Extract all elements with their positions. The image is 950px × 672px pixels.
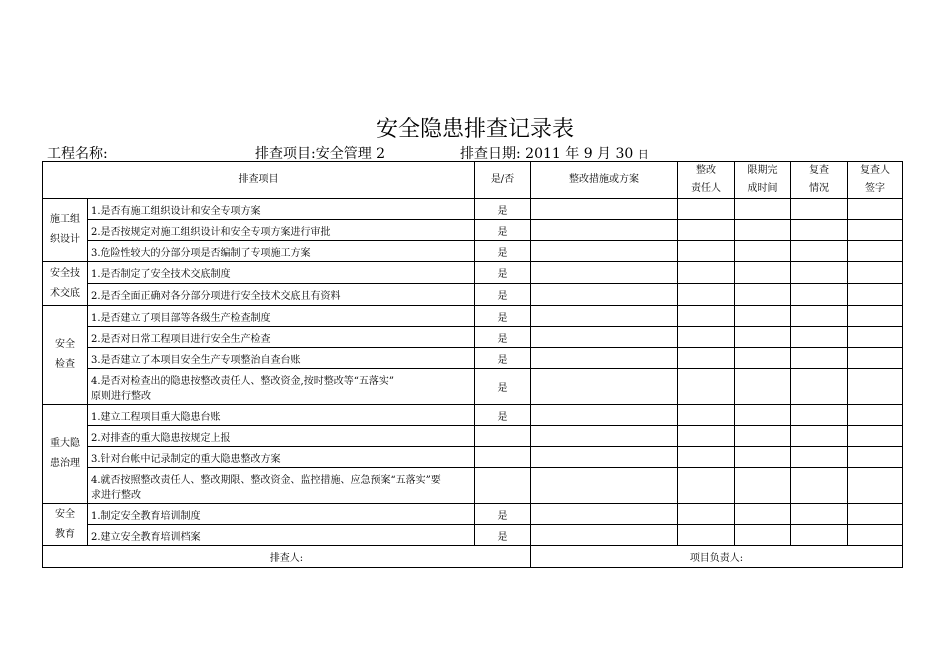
yes-cell: 是 — [475, 199, 531, 220]
yes-cell: 是 — [475, 284, 531, 306]
yes-cell: 是 — [475, 405, 531, 426]
project-name-label: 工程名称: — [47, 146, 108, 162]
table-row — [43, 262, 903, 284]
item-text: 2.建立安全教育培训档案 — [88, 525, 475, 546]
item-text: 2.是否对日常工程项目进行安全生产检查 — [88, 327, 475, 348]
document-title: 安全隐患排查记录表 — [375, 117, 574, 142]
item-text: 2.是否全面正确对各分部分项进行安全技术交底且有资料 — [88, 284, 475, 306]
col-header-measures: 整改措施或方案 — [531, 162, 678, 199]
table-row — [43, 525, 903, 546]
col-header-recheck: 复查 情况 — [791, 162, 848, 199]
inspection-table — [42, 161, 903, 568]
col-header-deadline: 限期完 成时间 — [735, 162, 791, 199]
date-day-suffix: 日 — [637, 148, 649, 161]
item-text: 1.是否建立了项目部等各级生产检查制度 — [88, 306, 475, 327]
category-cell: 安全技 术交底 — [43, 262, 88, 306]
category-cell: 重大隐 患治理 — [43, 405, 88, 504]
table-row — [43, 220, 903, 241]
col-header-yes-no: 是/否 — [475, 162, 531, 199]
inspection-item-value: 安全管理 2 — [315, 146, 386, 162]
table-row — [43, 504, 903, 525]
col-header-responsible: 整改 责任人 — [678, 162, 735, 199]
table-row — [43, 468, 903, 504]
date-value: 2011 年 9 月 30 — [525, 146, 634, 162]
yes-cell: 是 — [475, 504, 531, 525]
table-row — [43, 447, 903, 468]
item-text: 3.针对台帐中记录制定的重大隐患整改方案 — [88, 447, 475, 468]
yes-cell: 是 — [475, 220, 531, 241]
yes-cell: 是 — [475, 241, 531, 262]
category-cell: 施工组 织设计 — [43, 199, 88, 262]
yes-cell: 是 — [475, 306, 531, 327]
table-row — [43, 284, 903, 306]
yes-cell — [475, 447, 531, 468]
table-row — [43, 306, 903, 327]
item-text: 2.是否按规定对施工组织设计和安全专项方案进行审批 — [88, 220, 475, 241]
date-label: 排查日期: — [460, 146, 521, 162]
item-text: 4.是否对检查出的隐患按整改责任人、整改资金,按时整改等“五落实” 原则进行整改 — [88, 369, 475, 405]
table-header-row — [43, 162, 903, 199]
table-row — [43, 348, 903, 369]
yes-cell: 是 — [475, 369, 531, 405]
col-header-item: 排查项目 — [43, 162, 475, 199]
yes-cell — [475, 468, 531, 504]
item-text: 2.对排查的重大隐患按规定上报 — [88, 426, 475, 447]
col-header-rechecker: 复查人 签字 — [848, 162, 903, 199]
signature-row — [43, 546, 903, 568]
yes-cell: 是 — [475, 262, 531, 284]
inspection-item-field — [255, 143, 385, 163]
yes-cell: 是 — [475, 525, 531, 546]
inspection-item-label: 排查项目: — [255, 146, 316, 162]
project-manager-label: 项目负责人: — [531, 546, 903, 568]
table-row — [43, 369, 903, 405]
yes-cell — [475, 426, 531, 447]
item-text: 4.就否按照整改责任人、整改期限、整改资金、监控措施、应急预案“五落实”要 求进行整改 — [88, 468, 475, 504]
item-text: 1.是否制定了安全技术交底制度 — [88, 262, 475, 284]
item-text: 3.是否建立了本项目安全生产专项整治自查台账 — [88, 348, 475, 369]
inspector-label: 排查人: — [43, 546, 531, 568]
inspection-date-field — [460, 143, 649, 163]
category-cell: 安全 检查 — [43, 306, 88, 405]
item-text: 1.建立工程项目重大隐患台账 — [88, 405, 475, 426]
table-row — [43, 199, 903, 220]
item-text: 1.是否有施工组织设计和安全专项方案 — [88, 199, 475, 220]
yes-cell: 是 — [475, 327, 531, 348]
item-text: 1.制定安全教育培训制度 — [88, 504, 475, 525]
item-text: 3.危险性较大的分部分项是否编制了专项施工方案 — [88, 241, 475, 262]
table-row — [43, 405, 903, 426]
category-cell: 安全 教育 — [43, 504, 88, 546]
table-row — [43, 241, 903, 262]
yes-cell: 是 — [475, 348, 531, 369]
table-row — [43, 327, 903, 348]
table-row — [43, 426, 903, 447]
